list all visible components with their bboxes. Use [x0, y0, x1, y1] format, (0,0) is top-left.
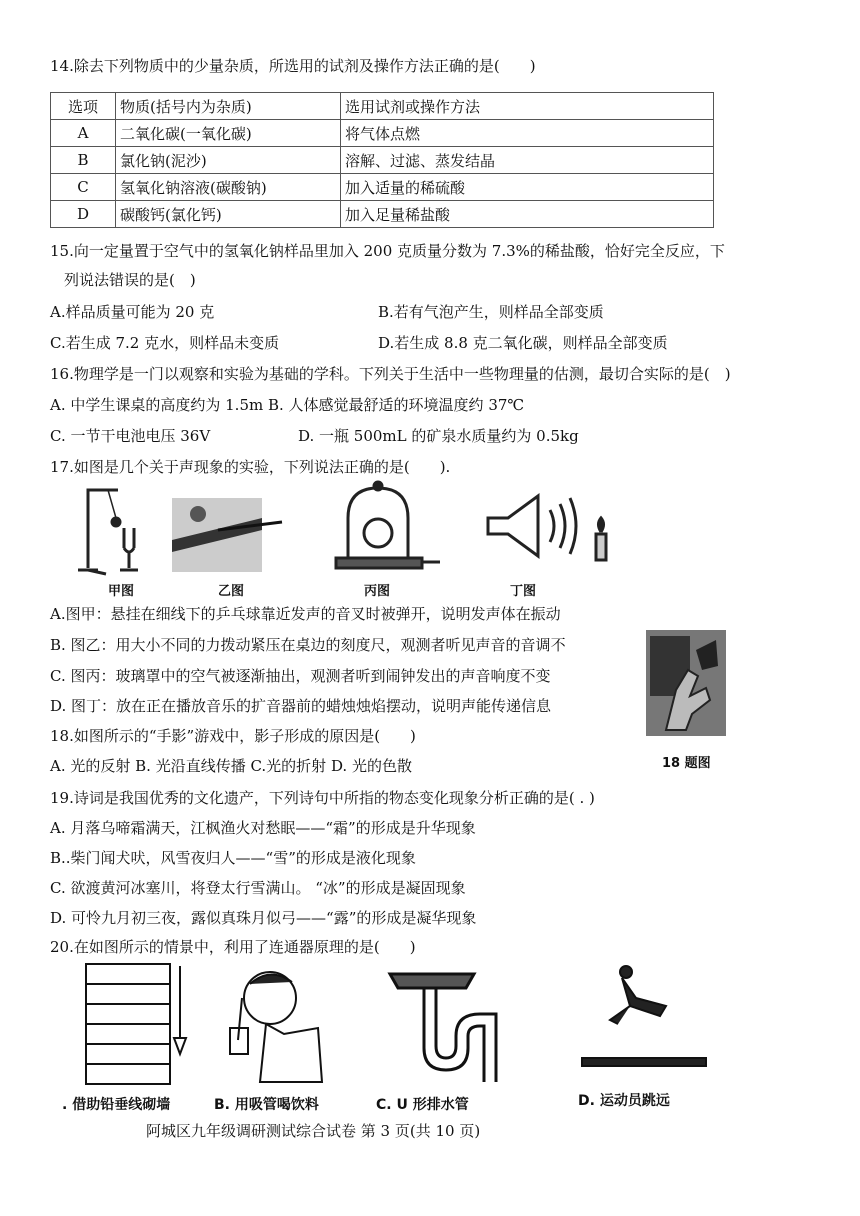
hand-shadow-image [646, 630, 726, 736]
table-row [51, 201, 714, 228]
q16-options-ab: A. 中学生课桌的高度约为 1.5m B. 人体感觉最舒适的环境温度约 37℃ [50, 396, 525, 414]
q14-header-row [51, 93, 714, 120]
ruler-on-desk-icon [172, 498, 282, 572]
q18-options: A. 光的反射 B. 光沿直线传播 C.光的折射 D. 光的色散 [50, 757, 412, 775]
drinking-straw-person-icon [230, 972, 322, 1082]
q17-fig-label-yi: 乙图 [218, 584, 245, 599]
q19-option-d: D. 可怜九月初三夜，露似真珠月似弓——“露”的形成是凝华现象 [50, 909, 477, 927]
q17-sound-experiments-figure [68, 478, 608, 578]
speaker-candle-icon [488, 496, 606, 560]
q20-caption-d: D. 运动员跳远 [578, 1093, 670, 1109]
q20-caption-b: B. 用吸管喝饮料 [214, 1097, 319, 1113]
q17-option-d: D. 图丁：放在正在播放音乐的扩音器前的蜡烛烛焰摆动，说明声能传递信息 [50, 697, 552, 715]
q17-fig-label-ding: 丁图 [510, 584, 537, 599]
table-cell: D [51, 201, 116, 228]
q18-stem: 18.如图所示的“手影”游戏中，影子形成的原因是( ) [50, 727, 416, 745]
q16-option-d: D. 一瓶 500mL 的矿泉水质量约为 0.5kg [298, 427, 579, 445]
q14-stem: 14.除去下列物质中的少量杂质，所选用的试剂及操作方法正确的是( ) [50, 57, 536, 75]
q20-stem: 20.在如图所示的情景中，利用了连通器原理的是( ) [50, 938, 416, 956]
q17-fig-label-jia: 甲图 [108, 584, 135, 599]
q17-fig-label-bing: 丙图 [364, 584, 391, 599]
q20-caption-a-text: 借助铅垂线砌墙 [72, 1097, 171, 1113]
table-row [51, 120, 714, 147]
q14-header-method: 选用试剂或操作方法 [341, 93, 714, 120]
u-shaped-drain-pipe-icon [390, 974, 496, 1082]
table-cell: 溶解、过滤、蒸发结晶 [341, 147, 714, 174]
q15-stem-line1: 15.向一定量置于空气中的氢氧化钠样品里加入 200 克质量分数为 7.3%的稀盐酸，恰好完全反应，下 [50, 242, 725, 260]
q15-option-a: A.样品质量可能为 20 克 [50, 303, 215, 321]
plumb-line-wall-icon [86, 964, 186, 1084]
table-cell: 碳酸钙(氯化钙) [116, 201, 341, 228]
bell-jar-clock-icon [336, 482, 440, 568]
q20-caption-a: . 借助铅垂线砌墙 [62, 1097, 171, 1113]
table-cell: B [51, 147, 116, 174]
q16-stem: 16.物理学是一门以观察和实验为基础的学科。下列关于生活中一些物理量的估测，最切合实际的是( ) [50, 365, 731, 383]
table-cell: 将气体点燃 [341, 120, 714, 147]
q20-situations-figure [70, 958, 720, 1088]
q19-option-b: B..柴门闻犬吠，风雪夜归人——“雪”的形成是液化现象 [50, 849, 416, 867]
q15-stem-line2: 列说法错误的是( ) [64, 271, 196, 289]
q14-header-option: 选项 [51, 93, 116, 120]
q15-option-b: B.若有气泡产生，则样品全部变质 [378, 303, 604, 321]
q16-option-c: C. 一节干电池电压 36V [50, 427, 211, 445]
table-cell: C [51, 174, 116, 201]
q19-option-a: A. 月落乌啼霜满天，江枫渔火对愁眠——“霜”的形成是升华现象 [50, 819, 476, 837]
q15-option-c: C.若生成 7.2 克水，则样品未变质 [50, 334, 280, 352]
q14-table [50, 92, 714, 228]
q17-option-b: B. 图乙：用大小不同的力拨动紧压在桌边的刻度尺，观测者听见声音的音调不 [50, 636, 566, 654]
table-cell: 氯化钠(泥沙) [116, 147, 341, 174]
table-cell: 氢氧化钠溶液(碳酸钠) [116, 174, 341, 201]
table-row [51, 174, 714, 201]
q18-fig-caption: 18 题图 [662, 756, 711, 771]
tuning-fork-stand-icon [78, 490, 138, 574]
table-cell: A [51, 120, 116, 147]
q19-stem: 19.诗词是我国优秀的文化遗产，下列诗句中所指的物态变化现象分析正确的是( . ) [50, 789, 595, 807]
page-footer: 阿城区九年级调研测试综合试卷 第 3 页(共 10 页) [146, 1122, 481, 1140]
q17-stem: 17.如图是几个关于声现象的实验，下列说法正确的是( ). [50, 458, 451, 476]
table-cell: 加入适量的稀硫酸 [341, 174, 714, 201]
table-cell: 加入足量稀盐酸 [341, 201, 714, 228]
table-cell: 二氧化碳(一氧化碳) [116, 120, 341, 147]
long-jumper-icon [582, 966, 706, 1066]
q17-option-c: C. 图丙：玻璃罩中的空气被逐渐抽出，观测者听到闹钟发出的声音响度不变 [50, 667, 551, 685]
table-row [51, 147, 714, 174]
q20-caption-c: C. U 形排水管 [376, 1097, 469, 1113]
q15-option-d: D.若生成 8.8 克二氧化碳，则样品全部变质 [378, 334, 668, 352]
q17-option-a: A.图甲：悬挂在细线下的乒乓球靠近发声的音叉时被弹开，说明发声体在振动 [50, 605, 561, 623]
q14-header-substance: 物质(括号内为杂质) [116, 93, 341, 120]
q19-option-c: C. 欲渡黄河冰塞川，将登太行雪满山。 “冰”的形成是凝固现象 [50, 879, 466, 897]
